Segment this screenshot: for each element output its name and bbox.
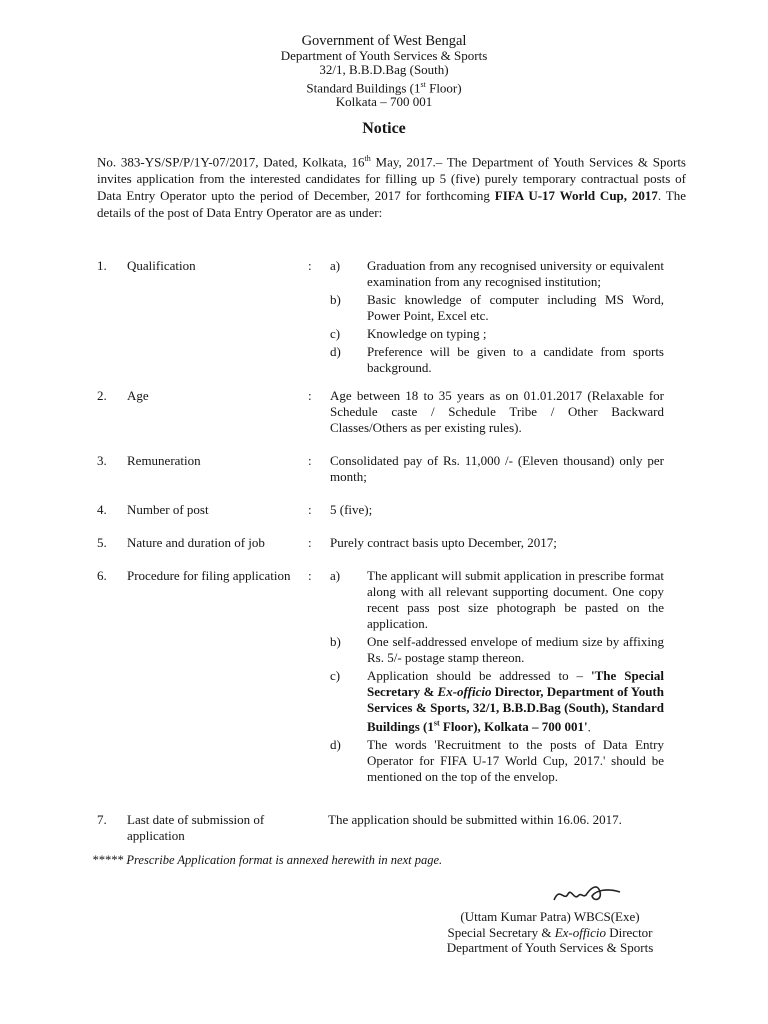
letterhead	[0, 33, 768, 110]
list-item: c) Knowledge on typing ;	[330, 326, 487, 341]
address-city: Kolkata – 700 001	[335, 94, 433, 110]
department-name: Department of Youth Services & Sports	[280, 48, 488, 63]
list-item: c) Application should be addressed to – 'The Special Secretary & Ex-officio Director, Department of Youth Services & Sports, 32/1, B.B.D.Bag (South), Standard Buildings (1st Floor), Kolkata – 700 001'.	[330, 668, 664, 735]
procedure-list	[330, 568, 664, 787]
list-item: d) Preference will be given to a candidate from sports background.	[330, 344, 664, 375]
list-item: a) The applicant will submit application in prescribe format along with all relevant supporting document. One copy recent pass post size photograph be pasted on the application.	[330, 568, 664, 631]
government-name: Government of West Bengal	[301, 33, 467, 49]
number-of-post-value: 5 (five);	[330, 502, 373, 517]
signatory-designation: Special Secretary & Ex-officio Director	[447, 924, 653, 940]
nature-duration-value: Purely contract basis upto December, 2017;	[330, 535, 557, 550]
signatory-block	[420, 909, 680, 956]
signature-image	[552, 880, 622, 906]
signatory-department: Department of Youth Services & Sports	[446, 940, 654, 955]
list-item: b) Basic knowledge of computer including MS Word, Power Point, Excel etc.	[330, 292, 664, 323]
notice-title: Notice	[362, 120, 406, 137]
address-line-2: Standard Buildings (1st Floor)	[306, 79, 462, 95]
list-item: a) Graduation from any recognised university or equivalent examination from any recognised institution;	[330, 258, 664, 289]
list-item: b) One self-addressed envelope of medium size by affixing Rs. 5/- postage stamp thereon.	[330, 634, 664, 665]
age-value: Age between 18 to 35 years as on 01.01.2017 (Relaxable for Schedule caste / Schedule Tribe / Other Backward Classes/Others as per existing rules).	[330, 388, 664, 435]
list-item: d) The words 'Recruitment to the posts of Data Entry Operator for FIFA U-17 World Cup, 2017.' should be mentioned on the top of the envelop.	[330, 737, 664, 785]
notice-intro: No. 383-YS/SP/P/1Y-07/2017, Dated, Kolkata, 16th May, 2017.– The Department of Youth Services & Sports invites application from the interested candidates for filling up 5 (five) purely temporary contractual posts of Data Entry Operator upto the period of December, 2017 for forthcoming FIFA U-17 World Cup, 2017. The details of the post of Data Entry Operator are as under:	[97, 154, 687, 221]
address-line-1: 32/1, B.B.D.Bag (South)	[319, 62, 449, 78]
last-date-value: The application should be submitted within 16.06. 2017.	[328, 812, 622, 827]
footnote: ***** Prescribe Application format is annexed herewith in next page.	[92, 853, 443, 867]
remuneration-value: Consolidated pay of Rs. 11,000 /- (Eleven thousand) only per month;	[330, 453, 664, 484]
signatory-name: (Uttam Kumar Patra) WBCS(Exe)	[460, 909, 640, 924]
qualification-list	[330, 258, 664, 378]
